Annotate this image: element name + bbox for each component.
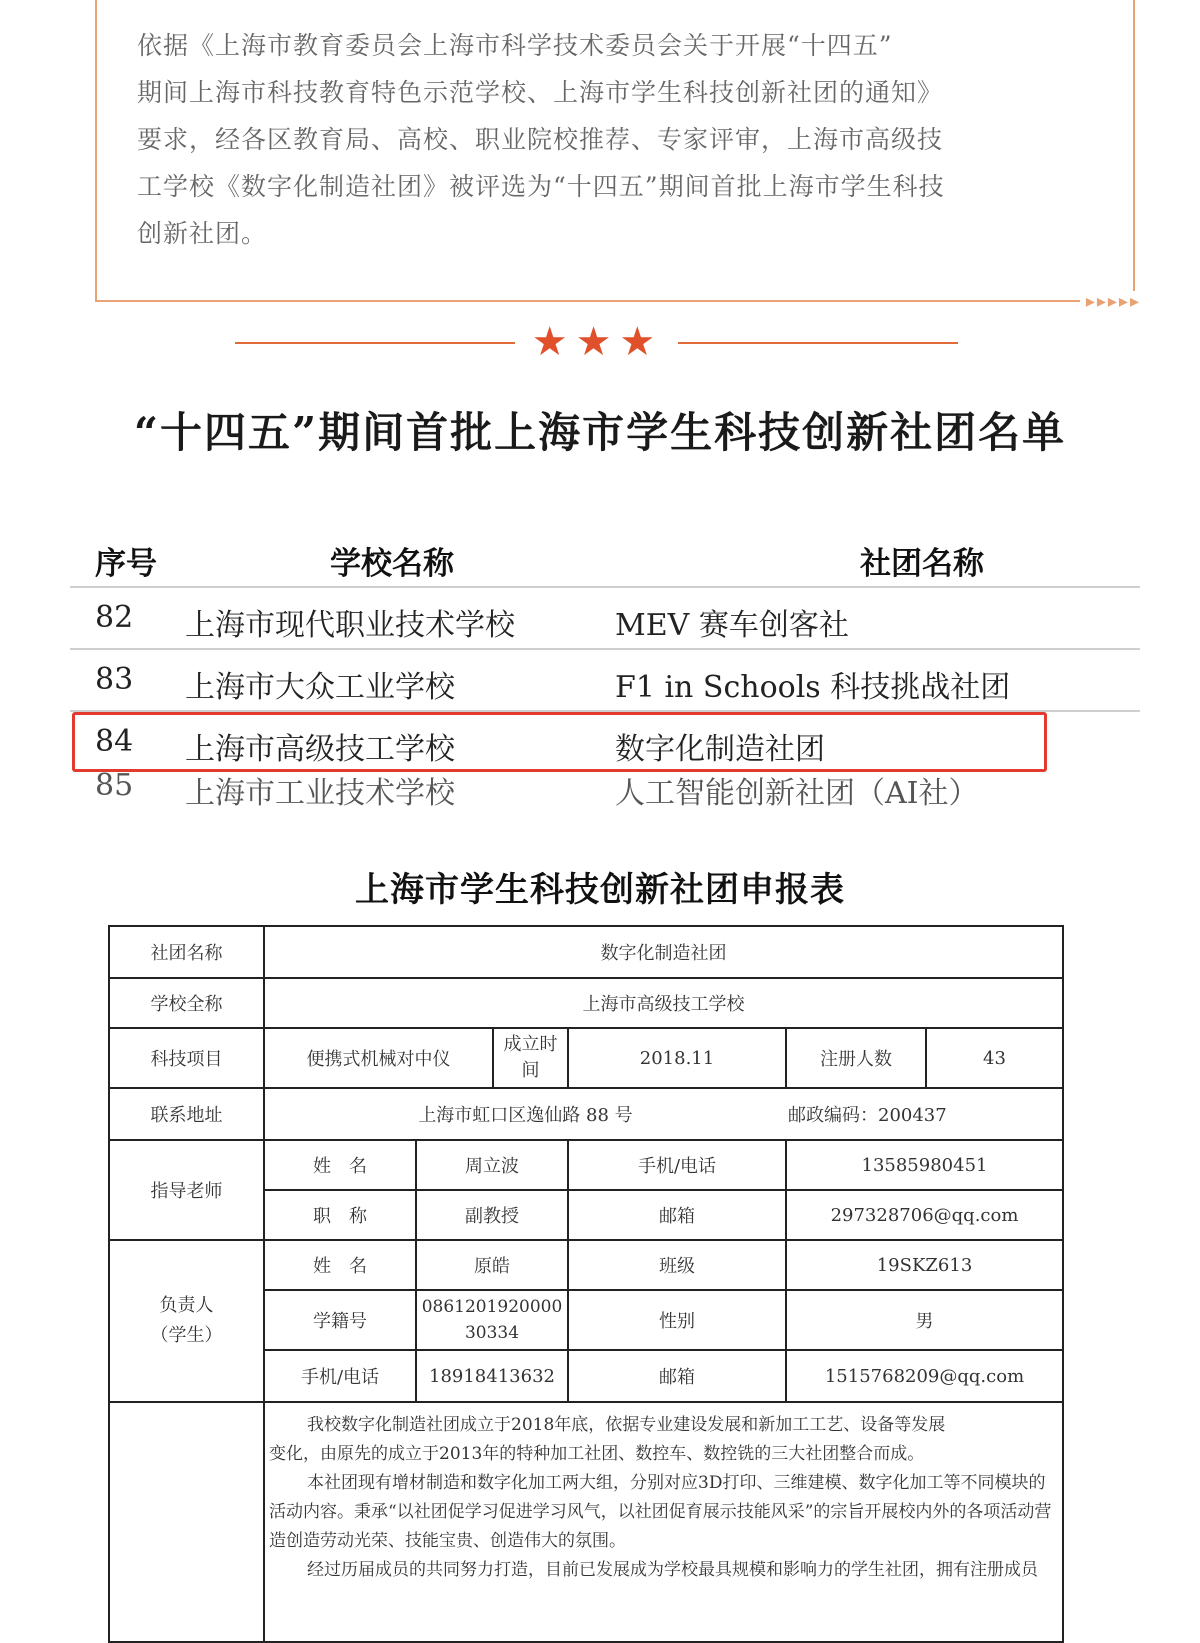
advisor-name-value: 周立波: [416, 1140, 568, 1190]
description-line: 本社团现有增材制造和数字化加工两大组，分别对应3D打印、三维建模、数字化加工等不同模块的: [307, 1473, 1046, 1493]
advisor-email-label: 邮箱: [568, 1190, 786, 1240]
header-club: 社团名称: [860, 546, 984, 582]
form-row: [109, 1240, 1063, 1290]
leader-class-value: 19SKZ613: [786, 1240, 1063, 1290]
leader-phone-label: 手机/电话: [264, 1350, 416, 1402]
row-club: 数字化制造社团: [615, 732, 825, 767]
form-row: [109, 1140, 1063, 1190]
form-row: [109, 1088, 1063, 1140]
advisor-label: 指导老师: [109, 1140, 264, 1240]
leader-phone-value: 18918413632: [416, 1350, 568, 1402]
club-name-value: 数字化制造社团: [264, 926, 1063, 978]
advisor-title-label: 职 称: [264, 1190, 416, 1240]
notice-line: 要求，经各区教育局、高校、职业院校推荐、专家评审，上海市高级技: [137, 125, 944, 154]
row-school: 上海市现代职业技术学校: [185, 608, 515, 643]
star-icon: ★★★: [531, 319, 664, 365]
form-title: 上海市学生科技创新社团申报表: [355, 870, 845, 910]
description-line: 造创造劳动光荣、技能宝贵、创造伟大的氛围。: [269, 1531, 626, 1551]
form-row: [109, 1028, 1063, 1088]
row-school: 上海市工业技术学校: [185, 776, 455, 811]
row-club: 人工智能创新社团（AI社）: [615, 776, 979, 811]
description-line: 我校数字化制造社团成立于2018年底，依据专业建设发展和新加工工艺、设备等发展: [307, 1415, 946, 1435]
description-cell: [264, 1402, 1063, 1642]
leader-email-label: 邮箱: [568, 1350, 786, 1402]
school-value: 上海市高级技工学校: [264, 978, 1063, 1028]
description-line: 变化，由原先的成立于2013年的特种加工社团、数控车、数控铣的三大社团整合而成。: [269, 1444, 925, 1464]
form-row: [109, 926, 1063, 978]
postcode-value: 200437: [878, 1105, 947, 1126]
members-value: 43: [926, 1028, 1063, 1088]
project-value: 便携式机械对中仪: [264, 1028, 493, 1088]
advisor-title-value: 副教授: [416, 1190, 568, 1240]
list-title: “十四五”期间首批上海市学生科技创新社团名单: [133, 408, 1067, 457]
notice-line: 工学校《数字化制造社团》被评选为“十四五”期间首批上海市学生科技: [137, 172, 945, 201]
row-school: 上海市高级技工学校: [185, 732, 455, 767]
leader-class-label: 班级: [568, 1240, 786, 1290]
address-value: 上海市虹口区逸仙路 88 号: [264, 1088, 786, 1140]
members-label: 注册人数: [786, 1028, 926, 1088]
founded-label: 成立时间: [493, 1028, 568, 1088]
postcode-cell: [786, 1088, 1063, 1140]
description-label: [109, 1402, 264, 1642]
postcode-label: 邮政编码：: [788, 1105, 878, 1126]
leader-gender-value: 男: [786, 1290, 1063, 1350]
row-no: 84: [95, 724, 134, 759]
advisor-email-value: 297328706@qq.com: [786, 1190, 1063, 1240]
address-label: 联系地址: [109, 1088, 264, 1140]
leader-name-label: 姓 名: [264, 1240, 416, 1290]
application-form: [108, 925, 1064, 1643]
leader-gender-label: 性别: [568, 1290, 786, 1350]
form-row: [109, 1402, 1063, 1642]
school-label: 学校全称: [109, 978, 264, 1028]
founded-value: 2018.11: [568, 1028, 786, 1088]
header-no: 序号: [95, 546, 157, 582]
leader-sub-label: （学生）: [150, 1325, 223, 1346]
notice-line: 期间上海市科技教育特色示范学校、上海市学生科技创新社团的通知》: [137, 78, 944, 107]
form-row: [109, 978, 1063, 1028]
description-line: 经过历届成员的共同努力打造，目前已发展成为学校最具规模和影响力的学生社团，拥有注册成员: [307, 1560, 1038, 1580]
leader-name-value: 原皓: [416, 1240, 568, 1290]
advisor-phone-value: 13585980451: [786, 1140, 1063, 1190]
project-label: 科技项目: [109, 1028, 264, 1088]
leader-id-label: 学籍号: [264, 1290, 416, 1350]
club-name-label: 社团名称: [109, 926, 264, 978]
notice-line: 创新社团。: [137, 219, 268, 248]
row-no: 85: [95, 768, 134, 803]
row-school: 上海市大众工业学校: [185, 670, 455, 705]
advisor-phone-label: 手机/电话: [568, 1140, 786, 1190]
row-club: MEV 赛车创客社: [615, 608, 849, 643]
notice-line: 依据《上海市教育委员会上海市科学技术委员会关于开展“十四五”: [137, 31, 893, 60]
leader-label: 负责人: [159, 1295, 214, 1316]
arrow-decoration-icon: ▸▸▸▸▸: [1080, 291, 1141, 312]
row-club: F1 in Schools 科技挑战社团: [615, 670, 1011, 705]
advisor-name-label: 姓 名: [264, 1140, 416, 1190]
row-no: 83: [95, 662, 134, 697]
header-school: 学校名称: [330, 546, 454, 582]
row-no: 82: [95, 600, 134, 635]
leader-email-value: 1515768209@qq.com: [786, 1350, 1063, 1402]
leader-id-value: 086120192000030334: [416, 1290, 568, 1350]
description-line: 活动内容。秉承“以社团促学习促进学习风气，以社团促育展示技能风采”的宗旨开展校内外的各项活动营: [269, 1502, 1052, 1522]
leader-label-cell: [109, 1240, 264, 1402]
